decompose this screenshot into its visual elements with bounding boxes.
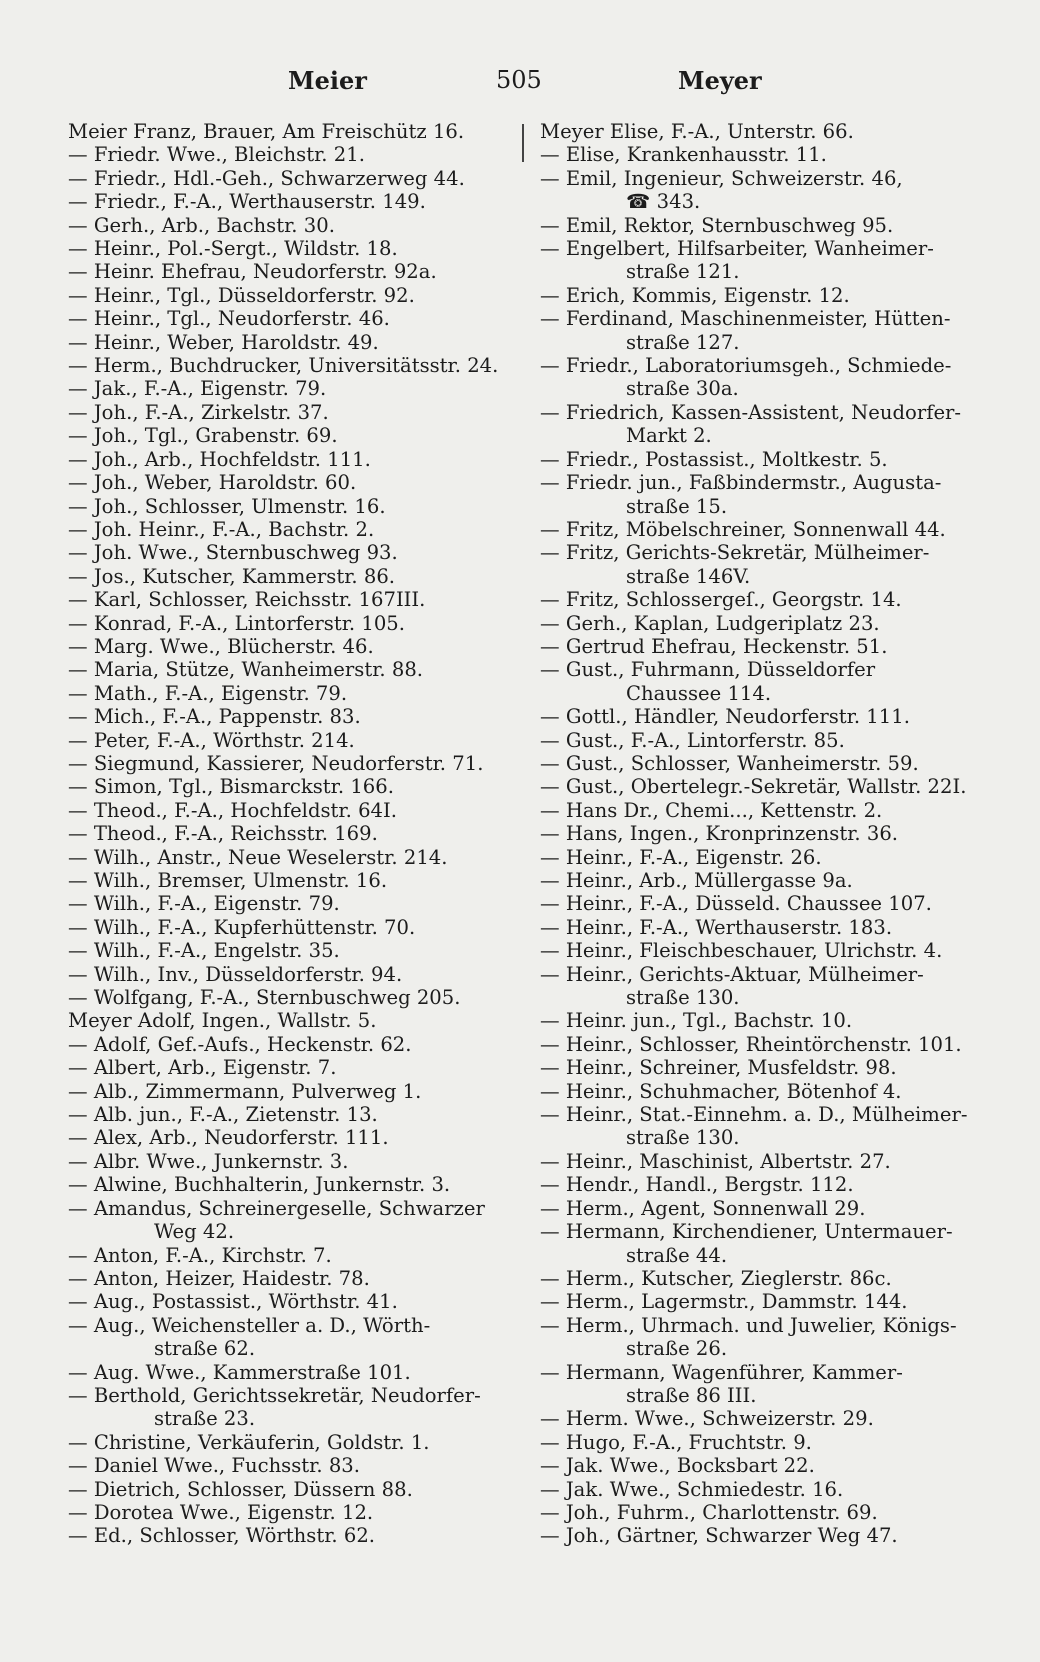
directory-entry: — Friedr., Hdl.-Geh., Schwarzerweg 44.: [68, 166, 465, 190]
directory-entry: — Hendr., Handl., Bergstr. 112.: [540, 1173, 854, 1197]
entry-continuation: straße 30a.: [626, 377, 739, 401]
directory-entry: — Friedrich, Kassen-Assistent, Neudorfer-: [540, 400, 962, 424]
directory-entry: — Heinr., F.-A., Werthauserstr. 183.: [540, 915, 893, 939]
directory-entry: Meier Franz, Brauer, Am Freischütz 16.: [68, 120, 465, 143]
entry-continuation: straße 15.: [626, 494, 728, 518]
directory-entry: — Heinr., Arb., Müllergasse 9a.: [540, 869, 853, 892]
directory-entry: — Friedr., Postassist., Moltkestr. 5.: [540, 447, 888, 471]
entry-continuation: straße 146V.: [626, 564, 751, 588]
directory-entry: — Emil, Rektor, Sternbuschweg 95.: [540, 213, 894, 237]
directory-entry: — Heinr., Schlosser, Rheintörchenstr. 101.: [540, 1032, 962, 1056]
directory-entry: — Alb., Zimmermann, Pulverweg 1.: [68, 1079, 422, 1103]
right-column: [540, 120, 990, 1548]
directory-entry: — Friedr. Wwe., Bleichstr. 21.: [68, 143, 365, 167]
directory-entry: — Anton, Heizer, Haidestr. 78.: [68, 1266, 370, 1290]
directory-entry: — Joh., Arb., Hochfeldstr. 111.: [68, 447, 371, 471]
directory-entry: — Heinr. Ehefrau, Neudorferstr. 92a.: [68, 260, 437, 284]
entry-continuation: Chaussee 114.: [626, 681, 772, 705]
directory-entry: — Heinr., Schuhmacher, Bötenhof 4.: [540, 1079, 902, 1103]
directory-entry: — Dietrich, Schlosser, Düssern 88.: [68, 1477, 413, 1501]
directory-entry: — Heinr., Fleischbeschauer, Ulrichstr. 4.: [540, 939, 943, 963]
directory-entry: — Alex, Arb., Neudorferstr. 111.: [68, 1126, 389, 1150]
directory-entry: — Emil, Ingenieur, Schweizerstr. 46,: [540, 166, 903, 190]
entry-continuation: Markt 2.: [626, 424, 712, 448]
directory-entry: — Herm., Kutscher, Zieglerstr. 86c.: [540, 1266, 892, 1290]
entry-continuation: straße 121.: [626, 260, 740, 284]
directory-entry: — Alb. jun., F.-A., Zietenstr. 13.: [68, 1103, 378, 1127]
directory-entry: — Jos., Kutscher, Kammerstr. 86.: [68, 564, 396, 588]
entry-continuation: straße 130.: [626, 1126, 740, 1150]
column-divider: [522, 124, 524, 162]
directory-entry: Meyer Adolf, Ingen., Wallstr. 5.: [68, 1009, 377, 1033]
directory-entry: — Hugo, F.-A., Fruchtstr. 9.: [540, 1430, 812, 1454]
directory-entry: — Jak. Wwe., Bocksbart 22.: [540, 1454, 815, 1478]
directory-entry: — Karl, Schlosser, Reichsstr. 167III.: [68, 588, 426, 612]
directory-entry: — Gertrud Ehefrau, Heckenstr. 51.: [540, 634, 888, 658]
directory-entry: — Wilh., Inv., Düsseldorferstr. 94.: [68, 962, 403, 986]
directory-entry: — Friedr., F.-A., Werthauserstr. 149.: [68, 190, 426, 214]
directory-entry: — Heinr., Maschinist, Albertstr. 27.: [540, 1149, 891, 1173]
directory-entry: — Herm., Buchdrucker, Universitätsstr. 24.: [68, 354, 499, 378]
directory-entry: — Joh., Tgl., Grabenstr. 69.: [68, 424, 338, 448]
directory-entry: — Alwine, Buchhalterin, Junkernstr. 3.: [68, 1173, 451, 1197]
directory-entry: — Heinr., Tgl., Düsseldorferstr. 92.: [68, 283, 415, 307]
directory-entry: — Berthold, Gerichtssekretär, Neudorfer-: [68, 1383, 481, 1407]
directory-entry: — Gust., Obertelegr.-Sekretär, Wallstr. 22I.: [540, 775, 967, 799]
directory-entry: — Marg. Wwe., Blücherstr. 46.: [68, 634, 374, 658]
directory-entry: — Math., F.-A., Eigenstr. 79.: [68, 681, 348, 705]
directory-entry: — Heinr., Schreiner, Musfeldstr. 98.: [540, 1056, 897, 1080]
directory-entry: — Konrad, F.-A., Lintorferstr. 105.: [68, 611, 405, 635]
directory-entry: — Wilh., F.-A., Kupferhüttenstr. 70.: [68, 915, 416, 939]
directory-entry: — Aug., Weichensteller a. D., Wörth-: [68, 1313, 431, 1337]
directory-entry: — Elise, Krankenhausstr. 11.: [540, 143, 827, 167]
directory-entry: — Joh. Heinr., F.-A., Bachstr. 2.: [68, 517, 375, 541]
directory-entry: — Adolf, Gef.-Aufs., Heckenstr. 62.: [68, 1032, 412, 1056]
directory-entry: — Erich, Kommis, Eigenstr. 12.: [540, 283, 850, 307]
directory-entry: — Aug., Postassist., Wörthstr. 41.: [68, 1290, 398, 1314]
directory-entry: — Joh., Fuhrm., Charlottenstr. 69.: [540, 1500, 878, 1524]
directory-entry: — Ed., Schlosser, Wörthstr. 62.: [68, 1524, 376, 1548]
entry-continuation: straße 127.: [626, 330, 740, 354]
directory-entry: — Joh., Weber, Haroldstr. 60.: [68, 471, 357, 495]
directory-entry: — Wolfgang, F.-A., Sternbuschweg 205.: [68, 986, 461, 1010]
directory-entry: — Wilh., F.-A., Eigenstr. 79.: [68, 892, 340, 916]
directory-entry: — Wilh., Anstr., Neue Weselerstr. 214.: [68, 845, 448, 869]
directory-entry: Meyer Elise, F.-A., Unterstr. 66.: [540, 120, 854, 143]
directory-entry: — Fritz, Möbelschreiner, Sonnenwall 44.: [540, 517, 946, 541]
directory-entry: — Hans Dr., Chemi..., Kettenstr. 2.: [540, 798, 883, 822]
directory-entry: — Hermann, Wagenführer, Kammer-: [540, 1360, 903, 1384]
directory-entry: — Christine, Verkäuferin, Goldstr. 1.: [68, 1430, 430, 1454]
directory-entry: — Hans, Ingen., Kronprinzenstr. 36.: [540, 822, 899, 846]
directory-entry: — Heinr. jun., Tgl., Bachstr. 10.: [540, 1009, 853, 1033]
directory-entry: — Anton, F.-A., Kirchstr. 7.: [68, 1243, 332, 1267]
entry-continuation: straße 44.: [626, 1243, 728, 1267]
directory-entry: — Heinr., Gerichts-Aktuar, Mülheimer-: [540, 962, 924, 986]
directory-entry: — Heinr., F.-A., Eigenstr. 26.: [540, 845, 822, 869]
entry-continuation: ☎ 343.: [626, 190, 701, 214]
directory-entry: — Heinr., Weber, Haroldstr. 49.: [68, 330, 379, 354]
directory-entry: — Theod., F.-A., Reichsstr. 169.: [68, 822, 378, 846]
directory-entry: — Joh., F.-A., Zirkelstr. 37.: [68, 400, 329, 424]
directory-entry: — Heinr., F.-A., Düsseld. Chaussee 107.: [540, 892, 932, 916]
directory-entry: — Peter, F.-A., Wörthstr. 214.: [68, 728, 355, 752]
directory-entry: — Joh., Gärtner, Schwarzer Weg 47.: [540, 1524, 898, 1548]
directory-entry: — Jak., F.-A., Eigenstr. 79.: [68, 377, 327, 401]
directory-entry: — Maria, Stütze, Wanheimerstr. 88.: [68, 658, 424, 682]
entry-continuation: straße 86 III.: [626, 1383, 757, 1407]
directory-entry: — Herm., Uhrmach. und Juwelier, Königs-: [540, 1313, 957, 1337]
directory-entry: — Friedr., Laboratoriumsgeh., Schmiede-: [540, 354, 952, 378]
entry-continuation: straße 62.: [154, 1337, 256, 1361]
directory-entry: — Herm., Lagermstr., Dammstr. 144.: [540, 1290, 908, 1314]
directory-entry: — Hermann, Kirchendiener, Untermauer-: [540, 1220, 953, 1244]
directory-entry: — Heinr., Stat.-Einnehm. a. D., Mülheimer-: [540, 1103, 968, 1127]
directory-entry: — Herm. Wwe., Schweizerstr. 29.: [540, 1407, 874, 1431]
directory-entry: — Amandus, Schreinergeselle, Schwarzer: [68, 1196, 485, 1220]
directory-entry: — Dorotea Wwe., Eigenstr. 12.: [68, 1500, 374, 1524]
directory-entry: — Theod., F.-A., Hochfeldstr. 64I.: [68, 798, 397, 822]
directory-entry: — Siegmund, Kassierer, Neudorferstr. 71.: [68, 751, 484, 775]
header-left-name: Meier: [288, 66, 367, 95]
directory-entry: — Gust., Schlosser, Wanheimerstr. 59.: [540, 751, 919, 775]
page-header: [0, 66, 1040, 106]
directory-entry: — Daniel Wwe., Fuchsstr. 83.: [68, 1454, 361, 1478]
directory-entry: — Jak. Wwe., Schmiedestr. 16.: [540, 1477, 844, 1501]
directory-entry: — Aug. Wwe., Kammerstraße 101.: [68, 1360, 411, 1384]
left-column: [68, 120, 508, 1548]
directory-entry: — Ferdinand, Maschinenmeister, Hütten-: [540, 307, 951, 331]
entry-continuation: straße 23.: [154, 1407, 256, 1431]
directory-entry: — Gerh., Arb., Bachstr. 30.: [68, 213, 335, 237]
directory-entry: — Albr. Wwe., Junkernstr. 3.: [68, 1149, 349, 1173]
directory-entry: — Albert, Arb., Eigenstr. 7.: [68, 1056, 337, 1080]
directory-entry: — Joh., Schlosser, Ulmenstr. 16.: [68, 494, 386, 518]
directory-entry: — Joh. Wwe., Sternbuschweg 93.: [68, 541, 398, 565]
directory-entry: — Gottl., Händler, Neudorferstr. 111.: [540, 705, 910, 729]
directory-entry: — Heinr., Pol.-Sergt., Wildstr. 18.: [68, 237, 398, 261]
directory-entry: — Herm., Agent, Sonnenwall 29.: [540, 1196, 866, 1220]
header-right-name: Meyer: [678, 66, 762, 95]
directory-entry: — Gust., Fuhrmann, Düsseldorfer: [540, 658, 876, 682]
directory-entry: — Wilh., Bremser, Ulmenstr. 16.: [68, 869, 388, 892]
entry-continuation: straße 26.: [626, 1337, 728, 1361]
directory-entry: — Simon, Tgl., Bismarckstr. 166.: [68, 775, 394, 799]
directory-entry: — Gerh., Kaplan, Ludgeriplatz 23.: [540, 611, 880, 635]
entry-continuation: straße 130.: [626, 986, 740, 1010]
directory-entry: — Friedr. jun., Faßbindermstr., Augusta-: [540, 471, 942, 495]
directory-entry: — Mich., F.-A., Pappenstr. 83.: [68, 705, 361, 729]
entry-continuation: Weg 42.: [154, 1220, 235, 1244]
directory-entry: — Gust., F.-A., Lintorferstr. 85.: [540, 728, 845, 752]
directory-entry: — Fritz, Schlossergeſ., Georgstr. 14.: [540, 588, 902, 612]
directory-entry: — Fritz, Gerichts-Sekretär, Mülheimer-: [540, 541, 930, 565]
page-number: 505: [496, 66, 542, 94]
directory-entry: — Heinr., Tgl., Neudorferstr. 46.: [68, 307, 390, 331]
directory-entry: — Wilh., F.-A., Engelstr. 35.: [68, 939, 340, 963]
directory-entry: — Engelbert, Hilfsarbeiter, Wanheimer-: [540, 237, 934, 261]
